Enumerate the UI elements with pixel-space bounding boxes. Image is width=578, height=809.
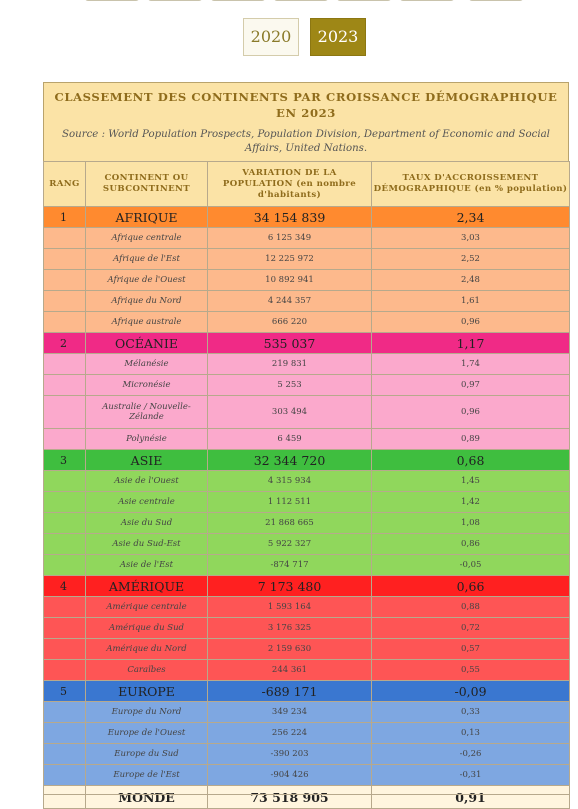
rank-cell <box>44 723 86 744</box>
continent-row-europe <box>44 681 570 702</box>
rank-cell: 2 <box>44 333 86 354</box>
rate-cell: 0,68 <box>372 450 570 471</box>
rank-cell <box>44 597 86 618</box>
subcontinent-name-cell: Mélanésie <box>86 354 208 375</box>
rank-cell <box>44 354 86 375</box>
rank-cell <box>44 375 86 396</box>
subcontinent-name-cell: Europe du Nord <box>86 702 208 723</box>
variation-cell: 3 176 325 <box>208 618 372 639</box>
rank-cell <box>44 744 86 765</box>
rank-cell <box>44 618 86 639</box>
subcontinent-name-cell: Amérique du Nord <box>86 639 208 660</box>
rank-cell <box>44 228 86 249</box>
rank-cell <box>44 312 86 333</box>
rate-cell: 0,96 <box>372 396 570 429</box>
rate-cell: 1,17 <box>372 333 570 354</box>
variation-cell: 21 868 665 <box>208 513 372 534</box>
rate-cell: 0,33 <box>372 702 570 723</box>
year-tab[interactable] <box>274 0 328 1</box>
ranking-table <box>43 82 569 809</box>
continent-row-asie <box>44 450 570 471</box>
rank-cell: 4 <box>44 576 86 597</box>
continent-name-cell: OCÉANIE <box>86 333 208 354</box>
variation-cell: 303 494 <box>208 396 372 429</box>
variation-cell: 219 831 <box>208 354 372 375</box>
rate-cell: 1,45 <box>372 471 570 492</box>
rate-cell: -0,05 <box>372 555 570 576</box>
variation-cell: 7 173 480 <box>208 576 372 597</box>
subcontinent-name-cell: Amérique du Sud <box>86 618 208 639</box>
rank-cell <box>44 249 86 270</box>
subcontinent-name-cell: Asie centrale <box>86 492 208 513</box>
rate-cell: 0,88 <box>372 597 570 618</box>
continent-row-amerique <box>44 576 570 597</box>
variation-cell: 244 361 <box>208 660 372 681</box>
variation-cell: -689 171 <box>208 681 372 702</box>
rank-cell <box>44 639 86 660</box>
subcontinent-row <box>44 270 570 291</box>
rate-cell: 0,97 <box>372 375 570 396</box>
subcontinent-row <box>44 291 570 312</box>
rank-cell <box>44 471 86 492</box>
rate-cell: 2,52 <box>372 249 570 270</box>
subcontinent-name-cell: Europe du Sud <box>86 744 208 765</box>
subcontinent-row <box>44 471 570 492</box>
column-header-row <box>44 162 570 207</box>
variation-cell: 12 225 972 <box>208 249 372 270</box>
subcontinent-row <box>44 723 570 744</box>
subcontinent-row <box>44 375 570 396</box>
rank-cell: 1 <box>44 207 86 228</box>
variation-cell: 6 125 349 <box>208 228 372 249</box>
variation-cell: 5 253 <box>208 375 372 396</box>
rate-cell: 2,34 <box>372 207 570 228</box>
year-tab[interactable] <box>148 0 202 1</box>
subcontinent-row <box>44 249 570 270</box>
subcontinent-name-cell: Amérique centrale <box>86 597 208 618</box>
subcontinent-name-cell: Afrique de l'Est <box>86 249 208 270</box>
world-name-cell: MONDE <box>86 786 208 809</box>
rate-cell: 0,89 <box>372 429 570 450</box>
subcontinent-name-cell: Asie du Sud-Est <box>86 534 208 555</box>
subcontinent-name-cell: Europe de l'Ouest <box>86 723 208 744</box>
rate-cell: -0,31 <box>372 765 570 786</box>
rank-cell <box>44 492 86 513</box>
subcontinent-name-cell: Afrique du Nord <box>86 291 208 312</box>
variation-cell: 666 220 <box>208 312 372 333</box>
subcontinent-name-cell: Micronésie <box>86 375 208 396</box>
subcontinent-name-cell: Afrique de l'Ouest <box>86 270 208 291</box>
rank-cell <box>44 555 86 576</box>
subcontinent-row <box>44 744 570 765</box>
year-tab[interactable] <box>211 0 265 1</box>
subcontinent-row <box>44 534 570 555</box>
subcontinent-name-cell: Asie de l'Ouest <box>86 471 208 492</box>
variation-cell: 256 224 <box>208 723 372 744</box>
rate-cell: 0,55 <box>372 660 570 681</box>
variation-cell: 10 892 941 <box>208 270 372 291</box>
subcontinent-name-cell: Afrique australe <box>86 312 208 333</box>
subcontinent-row <box>44 396 570 429</box>
variation-cell: 1 593 164 <box>208 597 372 618</box>
continent-name-cell: AFRIQUE <box>86 207 208 228</box>
rate-cell: 1,74 <box>372 354 570 375</box>
subcontinent-row <box>44 228 570 249</box>
subcontinent-name-cell: Polynésie <box>86 429 208 450</box>
continent-name-cell: EUROPE <box>86 681 208 702</box>
rank-cell <box>44 765 86 786</box>
subcontinent-row <box>44 618 570 639</box>
rank-cell <box>44 396 86 429</box>
subcontinent-name-cell: Europe de l'Est <box>86 765 208 786</box>
subcontinent-name-cell: Australie / Nouvelle-Zélande <box>86 396 208 429</box>
continent-name-cell: ASIE <box>86 450 208 471</box>
col-header-continent: CONTINENT OU SUBCONTINENT <box>86 162 208 207</box>
year-tab-strip <box>0 0 578 2</box>
rate-cell: 2,48 <box>372 270 570 291</box>
year-tab[interactable] <box>400 0 454 1</box>
subcontinent-row <box>44 702 570 723</box>
subcontinent-name-cell: Afrique centrale <box>86 228 208 249</box>
variation-cell: 34 154 839 <box>208 207 372 228</box>
rate-cell: 0,72 <box>372 618 570 639</box>
year-tab[interactable] <box>469 0 523 1</box>
rank-cell: 3 <box>44 450 86 471</box>
year-tab[interactable] <box>85 0 139 1</box>
table-header-box <box>43 82 569 161</box>
subcontinent-row <box>44 765 570 786</box>
year-2023-button[interactable]: 2023 <box>310 18 366 56</box>
subcontinent-row <box>44 429 570 450</box>
variation-cell: 4 315 934 <box>208 471 372 492</box>
rank-cell <box>44 513 86 534</box>
subcontinent-row <box>44 513 570 534</box>
subcontinent-row <box>44 555 570 576</box>
variation-cell: 535 037 <box>208 333 372 354</box>
rank-cell <box>44 534 86 555</box>
rate-cell: 0,57 <box>372 639 570 660</box>
world-variation-cell: 73 518 905 <box>208 786 372 809</box>
rate-cell: -0,26 <box>372 744 570 765</box>
col-header-variation: VARIATION DE LA POPULATION (en nombre d'habitants) <box>208 162 372 207</box>
variation-cell: 32 344 720 <box>208 450 372 471</box>
subcontinent-name-cell: Asie du Sud <box>86 513 208 534</box>
rate-cell: 3,03 <box>372 228 570 249</box>
rank-cell <box>44 270 86 291</box>
variation-cell: -390 203 <box>208 744 372 765</box>
variation-cell: -904 426 <box>208 765 372 786</box>
data-table <box>43 161 570 809</box>
variation-cell: -874 717 <box>208 555 372 576</box>
subcontinent-name-cell: Caraïbes <box>86 660 208 681</box>
subcontinent-row <box>44 660 570 681</box>
subcontinent-row <box>44 597 570 618</box>
rate-cell: 1,61 <box>372 291 570 312</box>
variation-cell: 1 112 511 <box>208 492 372 513</box>
col-header-rank: RANG <box>44 162 86 207</box>
table-title: CLASSEMENT DES CONTINENTS PAR CROISSANCE DÉMOGRAPHIQUE EN 2023 <box>54 90 558 120</box>
continent-name-cell: AMÉRIQUE <box>86 576 208 597</box>
rank-cell: 5 <box>44 681 86 702</box>
subcontinent-row <box>44 492 570 513</box>
subcontinent-name-cell: Asie de l'Est <box>86 555 208 576</box>
year-2020-button[interactable]: 2020 <box>243 18 299 56</box>
year-tab[interactable] <box>337 0 391 1</box>
col-header-rate: TAUX D'ACCROISSEMENT DÉMOGRAPHIQUE (en % population) <box>372 162 570 207</box>
rate-cell: -0,09 <box>372 681 570 702</box>
table-source: Source : World Population Prospects, Population Division, Department of Economic and Social Affairs, United Nations. <box>62 129 550 154</box>
rank-cell <box>44 291 86 312</box>
variation-cell: 4 244 357 <box>208 291 372 312</box>
rank-cell <box>44 429 86 450</box>
continent-row-oceanie <box>44 333 570 354</box>
variation-cell: 2 159 630 <box>208 639 372 660</box>
variation-cell: 6 459 <box>208 429 372 450</box>
rate-cell: 1,08 <box>372 513 570 534</box>
world-rate-cell: 0,91 <box>372 786 570 809</box>
rate-cell: 0,13 <box>372 723 570 744</box>
rank-cell <box>44 702 86 723</box>
variation-cell: 349 234 <box>208 702 372 723</box>
rate-cell: 0,96 <box>372 312 570 333</box>
rate-cell: 0,86 <box>372 534 570 555</box>
rate-cell: 1,42 <box>372 492 570 513</box>
variation-cell: 5 922 327 <box>208 534 372 555</box>
rank-cell <box>44 660 86 681</box>
subcontinent-row <box>44 312 570 333</box>
subcontinent-row <box>44 354 570 375</box>
rate-cell: 0,66 <box>372 576 570 597</box>
continent-row-afrique <box>44 207 570 228</box>
subcontinent-row <box>44 639 570 660</box>
